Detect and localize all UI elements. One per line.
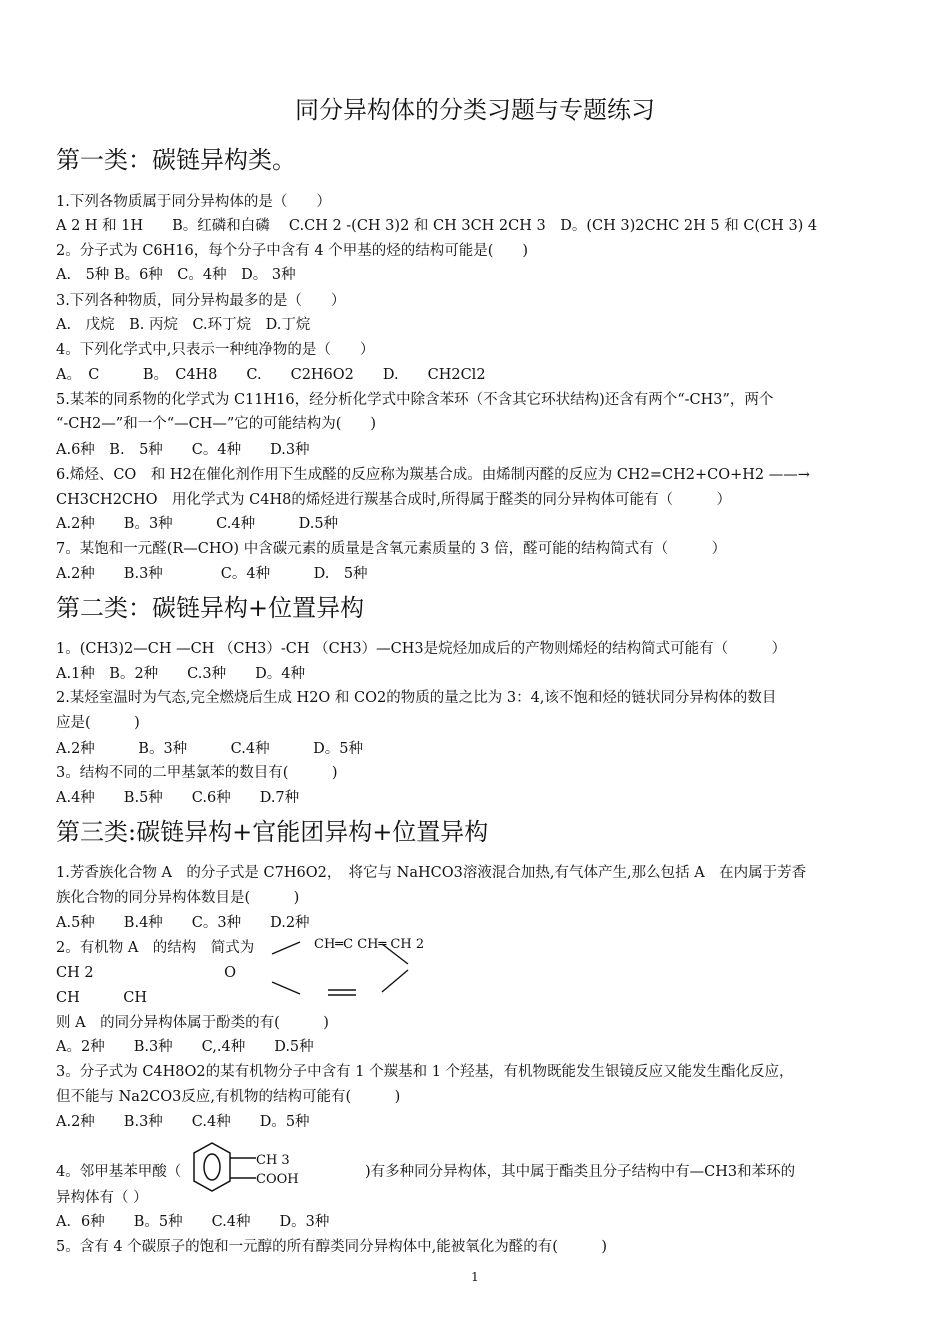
benzene-ring-icon bbox=[190, 1140, 260, 1196]
answer-options-line: A.2种 B.3种 C。4种 D. 5种 bbox=[56, 566, 368, 582]
question-line: CH3CH2CHO 用化学式为 C4H8的烯烃进行羰基合成时,所得属于醛类的同分异构体可能有（ ） bbox=[56, 492, 731, 508]
answer-options-line: A.2种 B。3种 C.4种 D.5种 bbox=[56, 516, 339, 532]
question-line: 6.烯烃、CO 和 H2在催化剂作用下生成醛的反应称为羰基合成。由烯制丙醛的反应为 CH2=CH2+CO+H2 ——→ bbox=[56, 467, 810, 483]
structure-formula-top: CH═C CH═ CH 2 bbox=[314, 937, 425, 952]
section-heading-3: 第三类:碳链异构+官能团异构+位置异构 bbox=[56, 818, 489, 846]
answer-options-line: A。2种 B.3种 C,.4种 D.5种 bbox=[56, 1039, 314, 1055]
question-line: 1.下列各物质属于同分异构体的是（ ） bbox=[56, 194, 331, 210]
question-line: 则 A 的同分异构体属于酚类的有( ) bbox=[56, 1015, 329, 1031]
answer-options-line: A. 5种 B。6种 C。4种 D。 3种 bbox=[56, 267, 296, 283]
carboxyl-group-label: COOH bbox=[256, 1172, 299, 1187]
page-title: 同分异构体的分类习题与专题练习 bbox=[295, 96, 655, 124]
answer-options-line: A．6种 B。5种 C.4种 D。3种 bbox=[56, 1214, 330, 1230]
methyl-group-label: CH 3 bbox=[256, 1153, 290, 1168]
question-line: 2。有机物 A 的结构 简式为 bbox=[56, 940, 255, 956]
question-line: 但不能与 Na2CO3反应,有机物的结构可能有( ) bbox=[56, 1089, 401, 1105]
question-line: 族化合物的同分异构体数目是( ) bbox=[56, 890, 300, 906]
section-heading-2: 第二类：碳链异构+位置异构 bbox=[56, 594, 365, 622]
question-line: 异构体有（ ） bbox=[56, 1190, 148, 1206]
question-line: 3。分子式为 C4H8O2的某有机物分子中含有 1 个羰基和 1 个羟基，有机物既能发生银镜反应又能发生酯化反应， bbox=[56, 1064, 794, 1080]
question-line: 5。含有 4 个碳原子的饱和一元醇的所有醇类同分异构体中,能被氧化为醛的有( ) bbox=[56, 1239, 608, 1255]
question-line: 2。分子式为 C6H16，每个分子中含有 4 个甲基的烃的结构可能是( ) bbox=[56, 243, 529, 259]
question-line: 2.某烃室温时为气态,完全燃烧后生成 H2O 和 CO2的物质的量之比为 3：4,该不饱和烃的链状同分异构体的数目 bbox=[56, 690, 777, 706]
ring-structure-icon bbox=[260, 932, 430, 1004]
question-line: 4。下列化学式中,只表示一种纯净物的是（ ） bbox=[56, 342, 375, 358]
question-line: 3。结构不同的二甲基氯苯的数目有( ) bbox=[56, 765, 338, 781]
answer-options-line: A.2种 B.3种 C.4种 D。5种 bbox=[56, 1114, 310, 1130]
section-heading-1: 第一类：碳链异构类。 bbox=[56, 146, 296, 174]
page-number: 1 bbox=[471, 1270, 479, 1284]
question-line: 4。邻甲基苯甲酸（ bbox=[56, 1164, 182, 1180]
structure-line: CH CH bbox=[56, 990, 147, 1006]
question-line: 1。(CH3)2—CH —CH （CH3）-CH （CH3）—CH3是烷烃加成后的产物则烯烃的结构简式可能有（ ） bbox=[56, 641, 787, 657]
answer-options-line: A.4种 B.5种 C.6种 D.7种 bbox=[56, 790, 300, 806]
answer-options-line: A。 C B。 C4H8 C. C2H6O2 D. CH2Cl2 bbox=[56, 367, 486, 383]
question-line: 5.某苯的同系物的化学式为 C11H16，经分析化学式中除含苯环（不含其它环状结构)还含有两个“-CH3”，两个 bbox=[56, 392, 774, 408]
structure-line: CH 2 O bbox=[56, 965, 236, 981]
answer-options-line: A.6种 B. 5种 C。4种 D.3种 bbox=[56, 442, 310, 458]
answer-options-line: A.1种 B。2种 C.3种 D。4种 bbox=[56, 666, 305, 682]
question-line: 应是( ) bbox=[56, 715, 140, 731]
question-line-continued: )有多种同分异构体，其中属于酯类且分子结构中有—CH3和苯环的 bbox=[365, 1164, 796, 1180]
answer-options-line: A.2种 B。3种 C.4种 D。5种 bbox=[56, 741, 363, 757]
question-line: “-CH2—”和一个“—CH—”它的可能结构为( ) bbox=[56, 416, 377, 432]
answer-options-line: A.5种 B.4种 C。3种 D.2种 bbox=[56, 915, 310, 931]
question-line: 7。某饱和一元醛(R—CHO) 中含碳元素的质量是含氧元素质量的 3 倍，醛可能的结构简式有（ ） bbox=[56, 541, 727, 557]
answer-options-line: A. 戊烷 B. 丙烷 C.环丁烷 D.丁烷 bbox=[56, 317, 311, 333]
question-line: 3.下列各种物质，同分异构最多的是（ ） bbox=[56, 293, 346, 309]
question-line: 1.芳香族化合物 A 的分子式是 C7H6O2， 将它与 NaHCO3溶液混合加热,有气体产生,那么包括 A 在内属于芳香 bbox=[56, 865, 807, 881]
answer-options-line: A 2 H 和 1H B。红磷和白磷 C.CH 2 -(CH 3)2 和 CH 3CH 2CH 3 D。(CH 3)2CHC 2H 5 和 C(CH 3) 4 bbox=[56, 218, 818, 234]
